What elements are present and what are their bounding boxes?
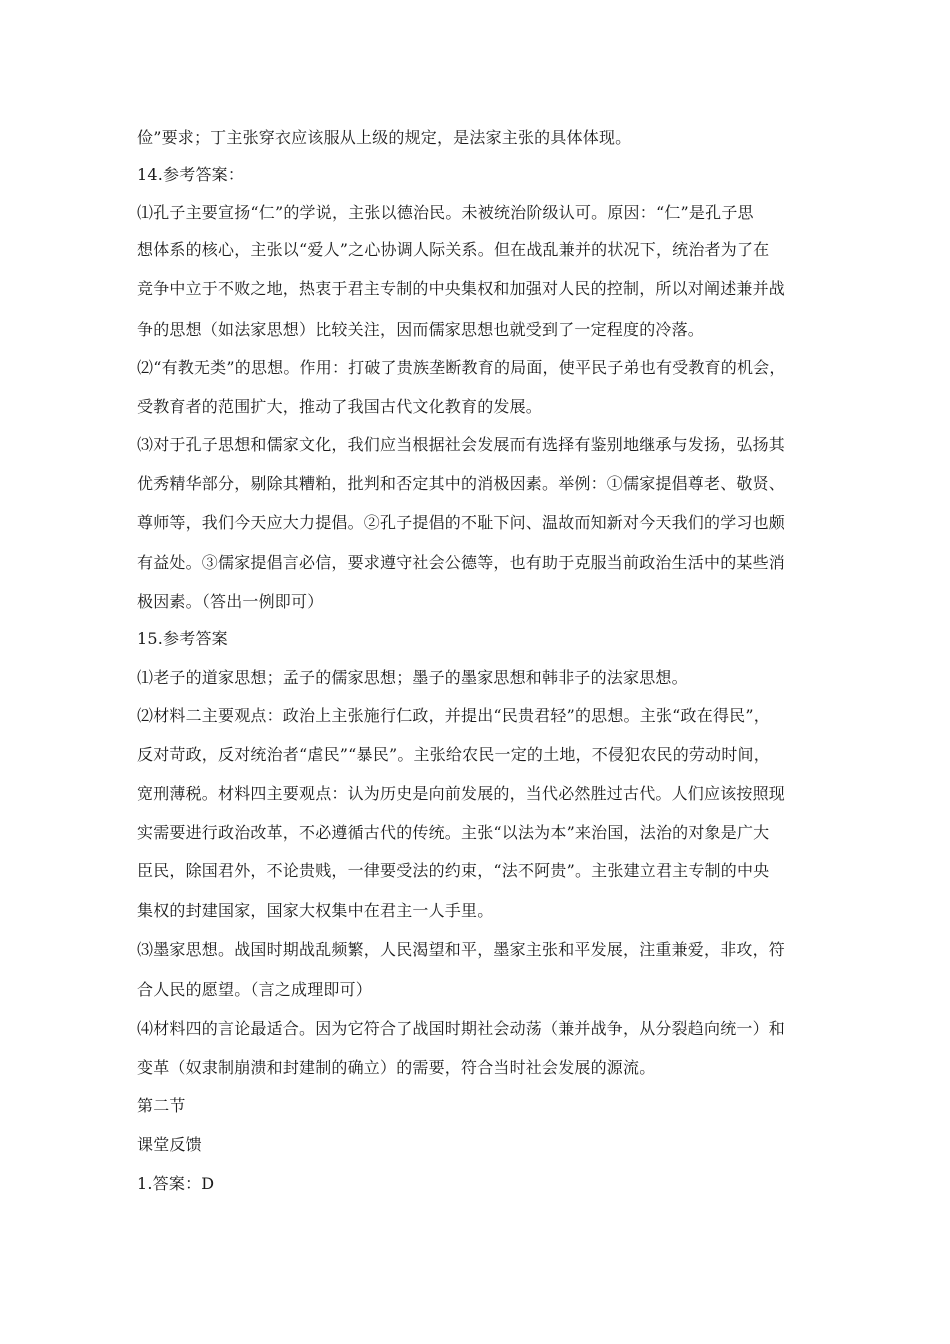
text-line: ⑶对于孔子思想和儒家文化，我们应当根据社会发展而有选择有鉴别地继承与发扬，弘扬其	[137, 435, 786, 454]
text-line: 优秀精华部分，剔除其糟粕，批判和否定其中的消极因素。举例：①儒家提倡尊老、敬贤、	[137, 474, 786, 493]
answer-heading-15: 15.参考答案	[137, 629, 228, 648]
text-line: 竞争中立于不败之地，热衷于君主专制的中央集权和加强对人民的控制，所以对阐述兼并战	[137, 279, 786, 298]
subsection-heading: 课堂反馈	[137, 1135, 202, 1154]
text-line: 有益处。③儒家提倡言必信，要求遵守社会公德等，也有助于克服当前政治生活中的某些消	[137, 553, 786, 572]
answer-line: 1.答案：D	[137, 1174, 215, 1193]
text-line: ⑷材料四的言论最适合。因为它符合了战国时期社会动荡（兼并战争，从分裂趋向统一）和	[137, 1019, 786, 1038]
text-line: 受教育者的范围扩大，推动了我国古代文化教育的发展。	[137, 397, 543, 416]
text-line: 集权的封建国家，国家大权集中在君主一人手里。	[137, 901, 494, 920]
text-line: 合人民的愿望。（言之成理即可）	[137, 980, 373, 999]
text-line: 变革（奴隶制崩溃和封建制的确立）的需要，符合当时社会发展的源流。	[137, 1058, 656, 1077]
text-line: 实需要进行政治改革，不必遵循古代的传统。主张“以法为本”来治国，法治的对象是广大	[137, 823, 770, 842]
text-line: 极因素。（答出一例即可）	[137, 592, 324, 611]
answer-heading-14: 14.参考答案：	[137, 165, 245, 184]
text-line: 俭”要求；丁主张穿衣应该服从上级的规定，是法家主张的具体体现。	[137, 128, 632, 147]
text-line: ⑵材料二主要观点：政治上主张施行仁政，并提出“民贵君轻”的思想。主张“政在得民”，	[137, 706, 770, 725]
text-line: 想体系的核心，主张以“爱人”之心协调人际关系。但在战乱兼并的状况下，统治者为了在	[137, 240, 770, 259]
text-line: 尊师等，我们今天应大力提倡。②孔子提倡的不耻下问、温故而知新对今天我们的学习也颇	[137, 513, 786, 532]
text-line: ⑵“有教无类”的思想。作用：打破了贵族垄断教育的局面，使平民子弟也有受教育的机会，	[137, 358, 786, 377]
text-line: ⑴老子的道家思想；孟子的儒家思想；墨子的墨家思想和韩非子的法家思想。	[137, 668, 688, 687]
text-line: 宽刑薄税。材料四主要观点：认为历史是向前发展的，当代必然胜过古代。人们应该按照现	[137, 784, 786, 803]
section-heading: 第二节	[137, 1096, 186, 1115]
text-line: ⑴孔子主要宣扬“仁”的学说，主张以德治民。未被统治阶级认可。原因：“仁”是孔子思	[137, 203, 754, 222]
text-line: 反对苛政，反对统治者“虐民”“暴民”。主张给农民一定的土地，不侵犯农民的劳动时间，	[137, 745, 770, 764]
text-line: ⑶墨家思想。战国时期战乱频繁，人民渴望和平，墨家主张和平发展，注重兼爱，非攻，符	[137, 940, 786, 959]
text-line: 争的思想（如法家思想）比较关注，因而儒家思想也就受到了一定程度的冷落。	[137, 320, 705, 339]
text-line: 臣民，除国君外，不论贵贱，一律要受法的约束，“法不阿贵”。主张建立君主专制的中央	[137, 861, 770, 880]
